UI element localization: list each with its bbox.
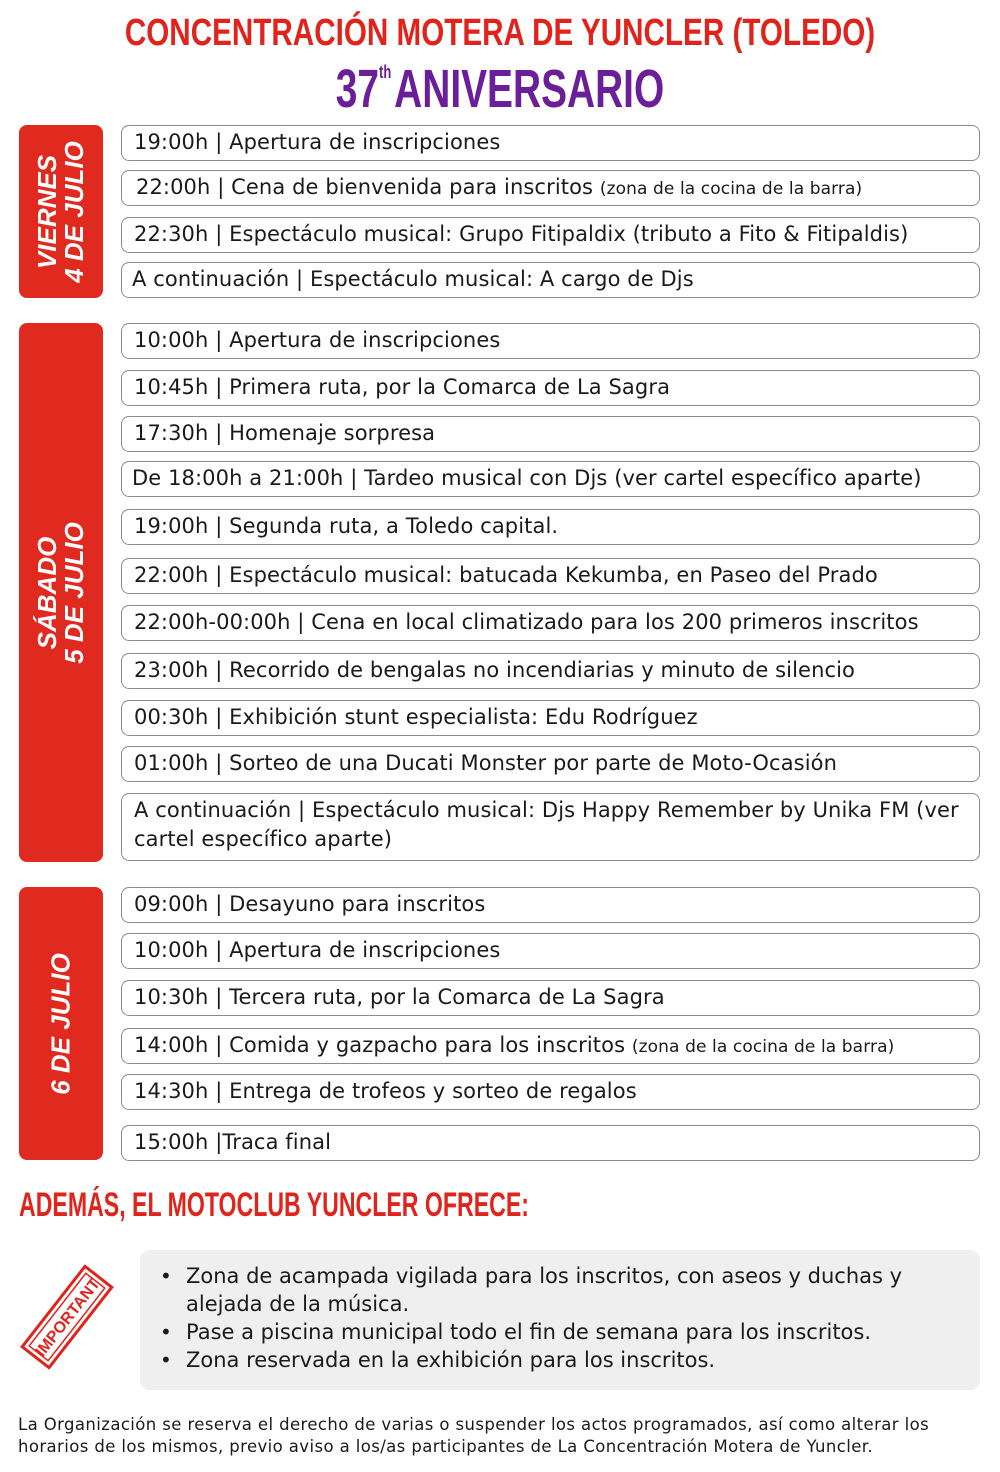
svg-text:IMPORTANT: IMPORTANT bbox=[32, 1275, 104, 1361]
extras-box bbox=[140, 1250, 980, 1390]
extras-list bbox=[140, 1250, 980, 1374]
schedule-item: 10:00h | Apertura de inscripciones bbox=[121, 323, 980, 359]
anniversary-title bbox=[140, 58, 860, 120]
important-stamp-icon bbox=[12, 1262, 122, 1372]
schedule-item: 22:00h | Cena de bienvenida para inscritos (zona de la cocina de la barra) bbox=[121, 170, 980, 206]
day-tab-friday bbox=[19, 125, 103, 298]
schedule-item: A continuación | Espectáculo musical: A cargo de Djs bbox=[121, 262, 980, 298]
extras-item: • Pase a piscina municipal todo el fin de semana para los inscritos. bbox=[160, 1320, 872, 1344]
extras-item: • Zona reservada en la exhibición para los inscritos. bbox=[160, 1348, 716, 1372]
day-label-friday bbox=[34, 141, 88, 283]
schedule-item: 14:00h | Comida y gazpacho para los inscritos (zona de la cocina de la barra) bbox=[121, 1028, 980, 1064]
anniversary-label: ANIVERSARIO bbox=[394, 59, 665, 119]
schedule-item: 14:30h | Entrega de trofeos y sorteo de regalos bbox=[121, 1074, 980, 1110]
schedule-item: 19:00h | Segunda ruta, a Toledo capital. bbox=[121, 509, 980, 545]
day-label-saturday bbox=[34, 522, 88, 664]
day-date: 4 DE JULIO bbox=[59, 140, 89, 283]
schedule-item: 19:00h | Apertura de inscripciones bbox=[121, 125, 980, 161]
bullet-icon: • bbox=[160, 1320, 172, 1344]
day-name: SÁBADO bbox=[32, 536, 62, 649]
schedule-item: 22:00h-00:00h | Cena en local climatizado para los 200 primeros inscritos bbox=[121, 605, 980, 641]
schedule-item: 01:00h | Sorteo de una Ducati Monster por parte de Moto-Ocasión bbox=[121, 746, 980, 782]
schedule-item: 09:00h | Desayuno para inscritos bbox=[121, 887, 980, 923]
schedule-item: 00:30h | Exhibición stunt especialista: Edu Rodríguez bbox=[121, 700, 980, 736]
day-tab-saturday bbox=[19, 323, 103, 862]
schedule-item: A continuación | Espectáculo musical: Djs Happy Remember by Unika FM (ver cartel específico aparte) bbox=[121, 793, 980, 861]
schedule-item: De 18:00h a 21:00h | Tardeo musical con Djs (ver cartel específico aparte) bbox=[121, 461, 980, 497]
day-date: 6 DE JULIO bbox=[45, 952, 76, 1095]
bullet-icon: • bbox=[160, 1348, 172, 1372]
schedule-item: 17:30h | Homenaje sorpresa bbox=[121, 416, 980, 452]
bullet-icon: • bbox=[160, 1264, 172, 1288]
schedule-item: 22:30h | Espectáculo musical: Grupo Fitipaldix (tributo a Fito & Fitipaldis) bbox=[121, 217, 980, 253]
extras-item: • Zona de acampada vigilada para los inscritos, con aseos y duchas y alejada de la música. bbox=[160, 1264, 903, 1316]
schedule-item: 15:00h |Traca final bbox=[121, 1125, 980, 1161]
anniversary-suffix: th bbox=[379, 62, 392, 82]
schedule-item: 10:30h | Tercera ruta, por la Comarca de La Sagra bbox=[121, 980, 980, 1016]
item-note: (zona de la cocina de la barra) bbox=[631, 1037, 895, 1057]
event-title: CONCENTRACIÓN MOTERA DE YUNCLER (TOLEDO) bbox=[124, 12, 876, 54]
day-tab-sunday bbox=[19, 887, 103, 1160]
day-label-sunday bbox=[45, 952, 76, 1095]
day-name: VIERNES bbox=[32, 154, 62, 269]
schedule-item: 10:45h | Primera ruta, por la Comarca de La Sagra bbox=[121, 370, 980, 406]
item-note: (zona de la cocina de la barra) bbox=[599, 179, 863, 199]
disclaimer: La Organización se reserva el derecho de varias o suspender los actos programados, así como alterar los horarios de los mismos, previo aviso a los/as participantes de La Concentración Motera de Yuncler. bbox=[18, 1415, 930, 1456]
extras-heading: ADEMÁS, EL MOTOCLUB YUNCLER OFRECE: bbox=[19, 1186, 529, 1224]
day-date: 5 DE JULIO bbox=[59, 521, 89, 664]
schedule-item: 22:00h | Espectáculo musical: batucada Kekumba, en Paseo del Prado bbox=[121, 558, 980, 594]
anniversary-number: 37 bbox=[335, 59, 380, 119]
schedule-item: 23:00h | Recorrido de bengalas no incendiarias y minuto de silencio bbox=[121, 653, 980, 689]
schedule-item: 10:00h | Apertura de inscripciones bbox=[121, 933, 980, 969]
